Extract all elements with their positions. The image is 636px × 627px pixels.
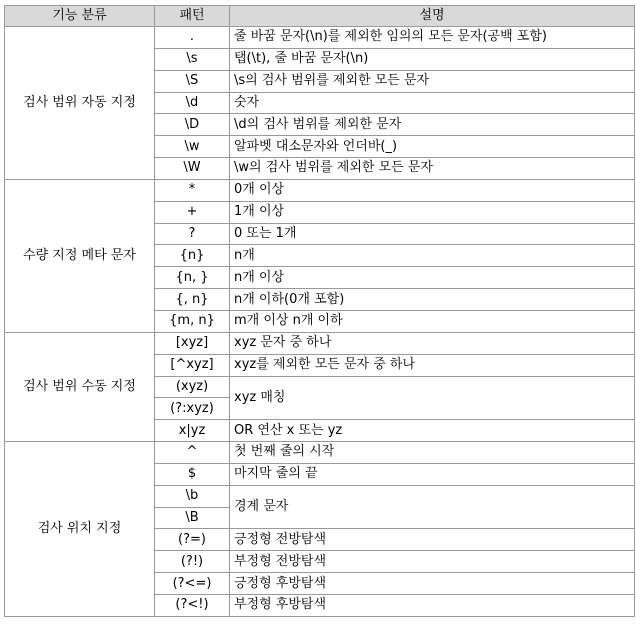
description-cell[interactable]: 탭(\t), 줄 바꿈 문자(\n) bbox=[230, 48, 635, 70]
pattern-cell[interactable]: + bbox=[155, 201, 230, 223]
category-cell[interactable]: 검사 위치 지정 bbox=[5, 442, 155, 617]
pattern-cell[interactable]: (?=) bbox=[155, 529, 230, 551]
table-body bbox=[5, 27, 635, 617]
description-cell[interactable]: 마지막 줄의 끝 bbox=[230, 463, 635, 485]
description-cell[interactable]: 0개 이상 bbox=[230, 179, 635, 201]
pattern-cell[interactable]: \b bbox=[155, 485, 230, 507]
header-description[interactable]: 설명 bbox=[230, 6, 635, 27]
table-row bbox=[5, 442, 635, 464]
pattern-cell[interactable]: \s bbox=[155, 48, 230, 70]
table-row bbox=[5, 332, 635, 354]
pattern-cell[interactable]: \d bbox=[155, 92, 230, 114]
pattern-cell[interactable]: \D bbox=[155, 114, 230, 136]
pattern-cell[interactable]: ^ bbox=[155, 442, 230, 464]
description-cell[interactable]: 부정형 후방탐색 bbox=[230, 594, 635, 616]
header-row bbox=[5, 6, 635, 27]
pattern-cell[interactable]: (?!) bbox=[155, 551, 230, 573]
pattern-cell[interactable]: (xyz) bbox=[155, 376, 230, 398]
regex-table bbox=[4, 5, 635, 617]
description-cell[interactable]: xyz를 제외한 모든 문자 중 하나 bbox=[230, 354, 635, 376]
pattern-cell[interactable]: \W bbox=[155, 158, 230, 180]
pattern-cell[interactable]: \B bbox=[155, 507, 230, 529]
description-cell[interactable]: 긍정형 후방탐색 bbox=[230, 573, 635, 595]
description-cell[interactable]: 알파벳 대소문자와 언더바(_) bbox=[230, 136, 635, 158]
pattern-cell[interactable]: {, n} bbox=[155, 289, 230, 311]
description-cell[interactable]: 0 또는 1개 bbox=[230, 223, 635, 245]
header-category[interactable]: 기능 분류 bbox=[5, 6, 155, 27]
category-cell[interactable]: 검사 범위 자동 지정 bbox=[5, 27, 155, 180]
table-row bbox=[5, 179, 635, 201]
description-cell[interactable]: 줄 바꿈 문자(\n)를 제외한 임의의 모든 문자(공백 포함) bbox=[230, 27, 635, 49]
pattern-cell[interactable]: {n} bbox=[155, 245, 230, 267]
pattern-cell[interactable]: ? bbox=[155, 223, 230, 245]
pattern-cell[interactable]: * bbox=[155, 179, 230, 201]
description-cell[interactable]: n개 이상 bbox=[230, 267, 635, 289]
description-cell[interactable]: m개 이상 n개 이하 bbox=[230, 310, 635, 332]
description-cell[interactable]: OR 연산 x 또는 yz bbox=[230, 420, 635, 442]
category-cell[interactable]: 검사 범위 수동 지정 bbox=[5, 332, 155, 441]
description-cell[interactable]: n개 이하(0개 포함) bbox=[230, 289, 635, 311]
description-cell[interactable]: 첫 번째 줄의 시작 bbox=[230, 442, 635, 464]
pattern-cell[interactable]: {m, n} bbox=[155, 310, 230, 332]
pattern-cell[interactable]: {n, } bbox=[155, 267, 230, 289]
description-cell[interactable]: \w의 검사 범위를 제외한 모든 문자 bbox=[230, 158, 635, 180]
pattern-cell[interactable]: x|yz bbox=[155, 420, 230, 442]
pattern-cell[interactable]: \S bbox=[155, 70, 230, 92]
description-cell[interactable]: \s의 검사 범위를 제외한 모든 문자 bbox=[230, 70, 635, 92]
description-cell[interactable]: xyz 매칭 bbox=[230, 376, 635, 420]
pattern-cell[interactable]: [^xyz] bbox=[155, 354, 230, 376]
pattern-cell[interactable]: \w bbox=[155, 136, 230, 158]
pattern-cell[interactable]: . bbox=[155, 27, 230, 49]
header-pattern[interactable]: 패턴 bbox=[155, 6, 230, 27]
description-cell[interactable]: 1개 이상 bbox=[230, 201, 635, 223]
description-cell[interactable]: 부정형 전방탐색 bbox=[230, 551, 635, 573]
table-row bbox=[5, 27, 635, 49]
pattern-cell[interactable]: [xyz] bbox=[155, 332, 230, 354]
description-cell[interactable]: 긍정형 전방탐색 bbox=[230, 529, 635, 551]
description-cell[interactable]: xyz 문자 중 하나 bbox=[230, 332, 635, 354]
category-cell[interactable]: 수량 지정 메타 문자 bbox=[5, 179, 155, 332]
description-cell[interactable]: 숫자 bbox=[230, 92, 635, 114]
description-cell[interactable]: \d의 검사 범위를 제외한 문자 bbox=[230, 114, 635, 136]
description-cell[interactable]: 경계 문자 bbox=[230, 485, 635, 529]
pattern-cell[interactable]: (?:xyz) bbox=[155, 398, 230, 420]
description-cell[interactable]: n개 bbox=[230, 245, 635, 267]
pattern-cell[interactable]: (?<!) bbox=[155, 594, 230, 616]
pattern-cell[interactable]: $ bbox=[155, 463, 230, 485]
pattern-cell[interactable]: (?<=) bbox=[155, 573, 230, 595]
